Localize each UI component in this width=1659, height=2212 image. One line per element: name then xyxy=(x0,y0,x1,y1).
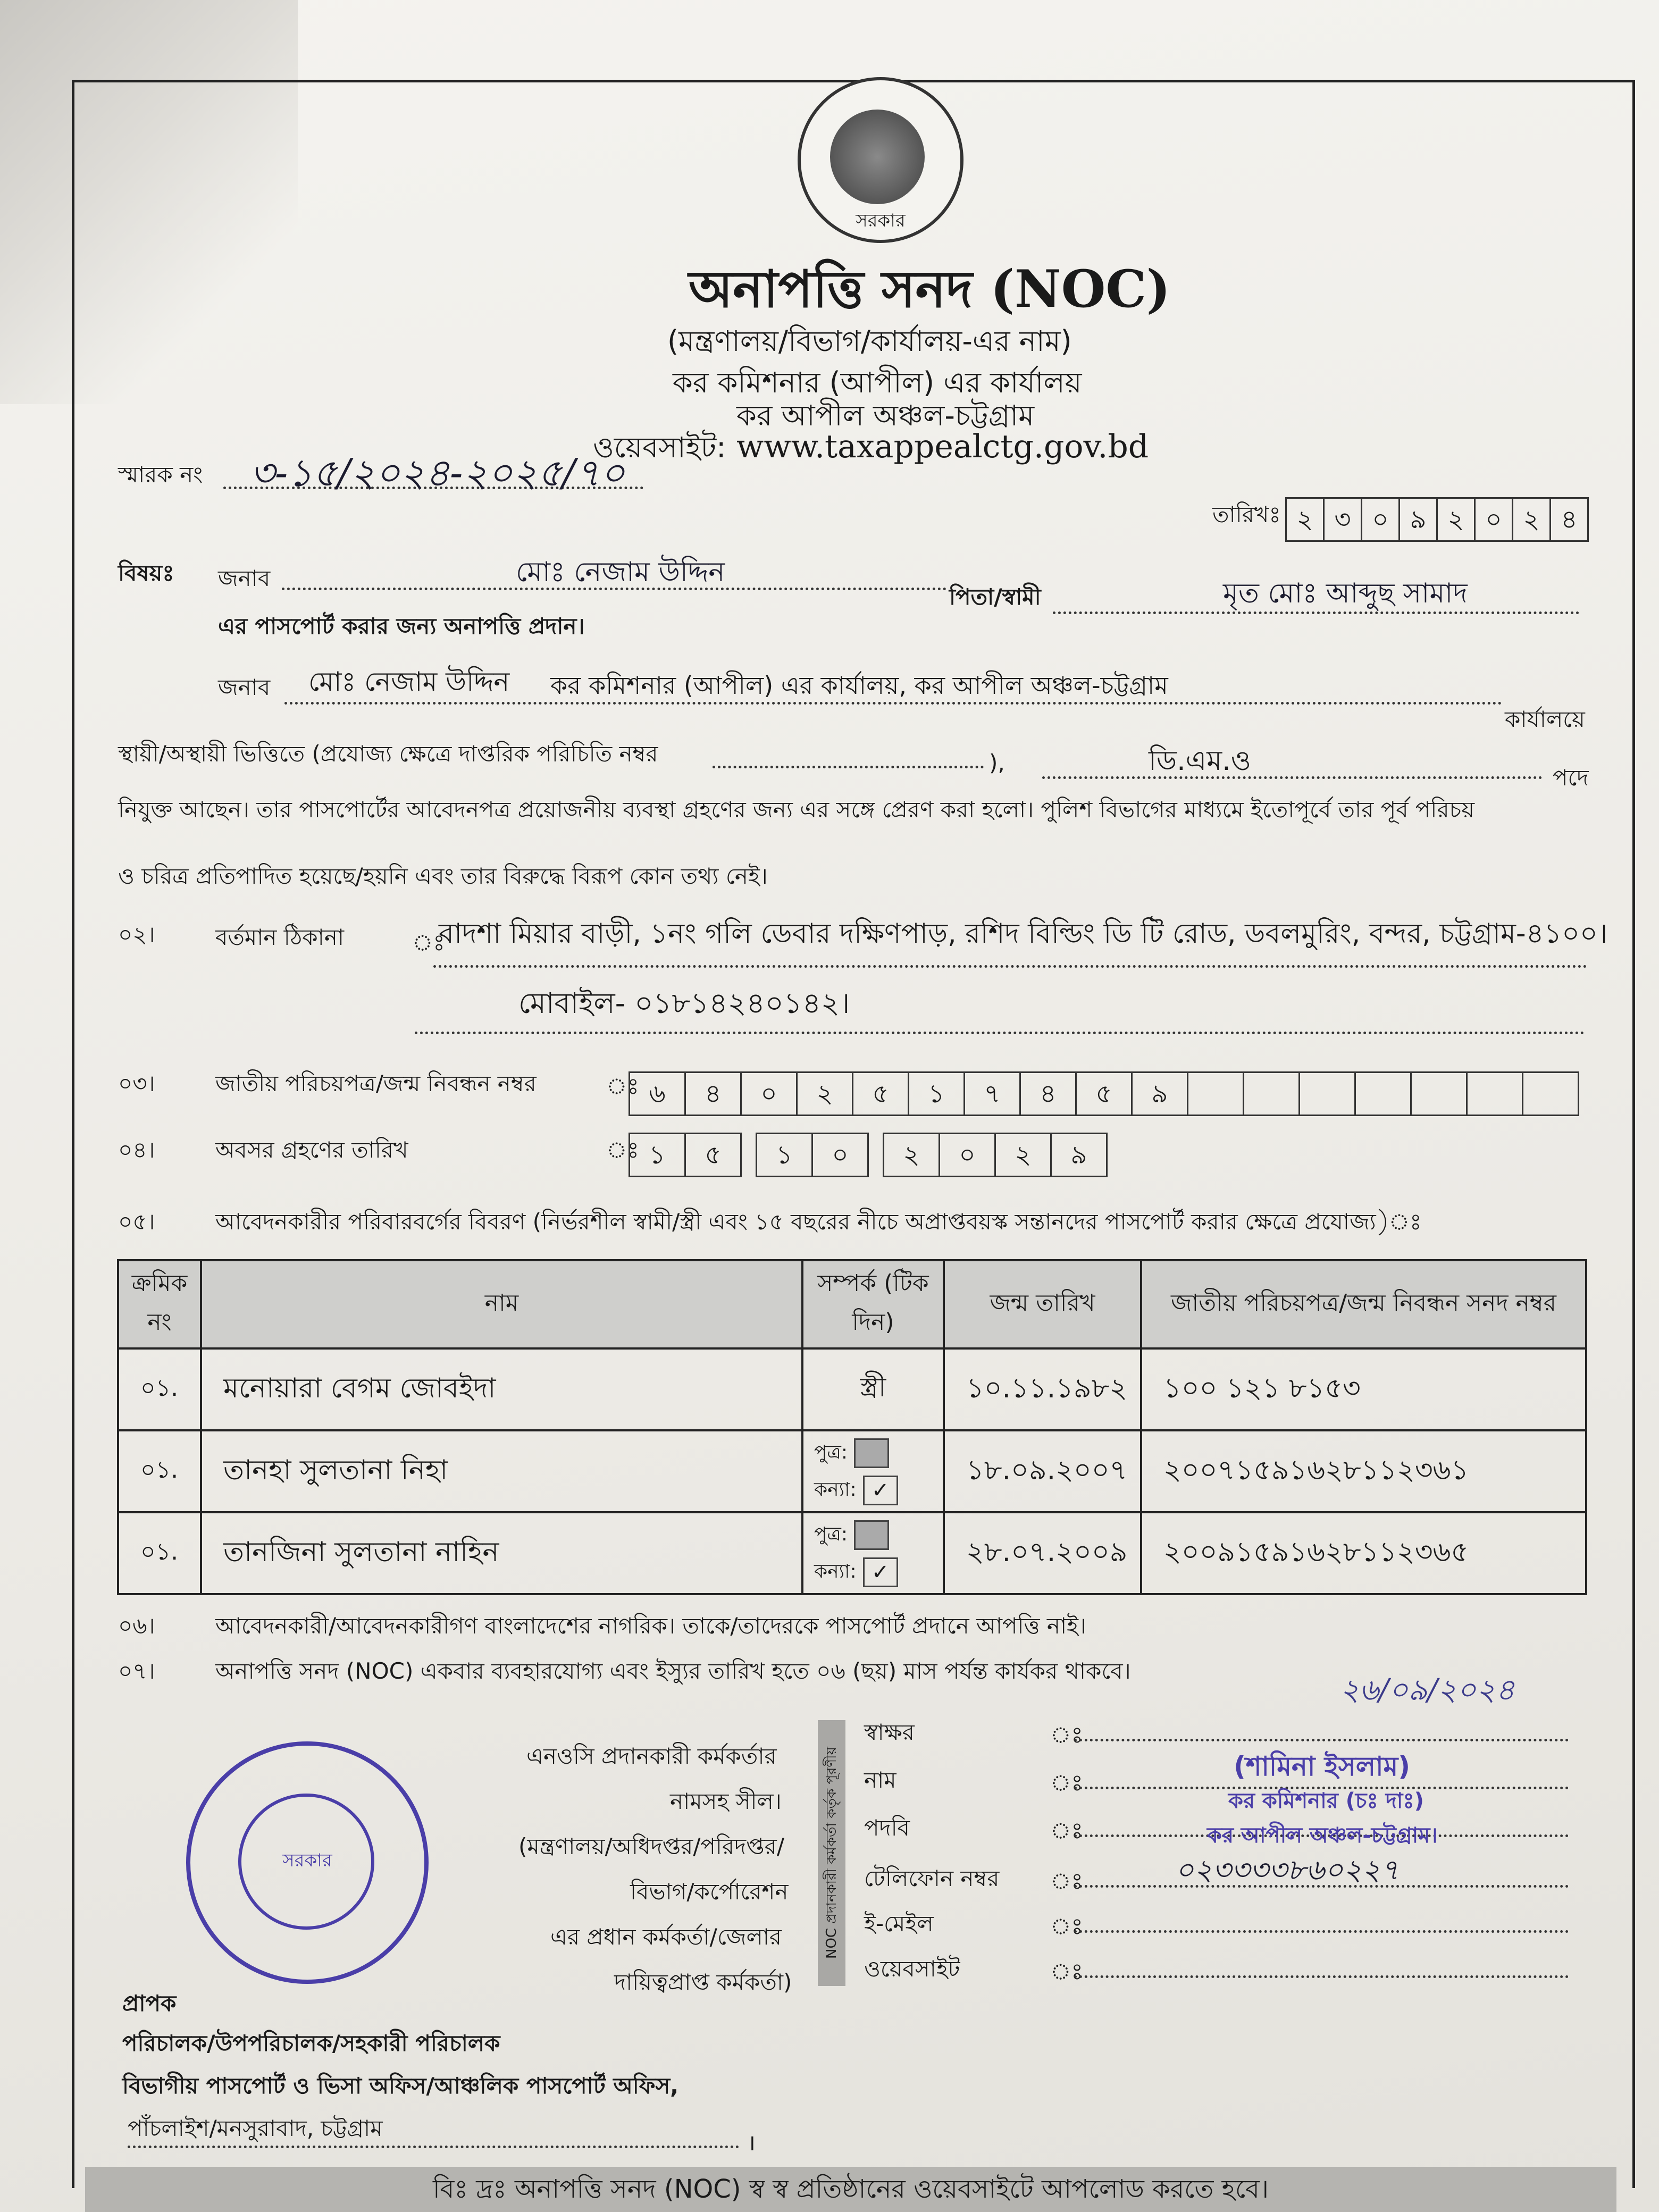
row-name: তানহা সুলতানা নিহা xyxy=(201,1430,802,1512)
family-table xyxy=(117,1259,1587,1595)
digit-box: ৬ xyxy=(629,1071,686,1116)
row-name: তানজিনা সুলতানা নাহিন xyxy=(201,1512,802,1594)
row-dob: ১০.১১.১৯৮২ xyxy=(944,1348,1141,1430)
colon-5: ঃ xyxy=(1050,1913,1083,1939)
son-label: পুত্র: xyxy=(814,1523,848,1545)
subject-line2: এর পাসপোর্ট করার জন্য অনাপত্তি প্রদান। xyxy=(218,613,585,639)
digit-box: ১ xyxy=(629,1133,686,1177)
zone-line: কর আপীল অঞ্চল-চট্টগ্রাম xyxy=(736,399,1035,432)
digit-box xyxy=(1354,1071,1412,1116)
field-signature-label: স্বাক্ষর xyxy=(864,1719,915,1745)
item-06-number: ০৬। xyxy=(118,1613,155,1639)
digit-box: ৭ xyxy=(963,1071,1021,1116)
recipient-line2: বিভাগীয় পাসপোর্ট ও ভিসা অফিস/আঞ্চলিক পাসপোর্ট অফিস, xyxy=(122,2073,679,2099)
recipient-label: প্রাপক xyxy=(122,1990,177,2016)
digit-box xyxy=(1298,1071,1356,1116)
son-checkbox[interactable] xyxy=(854,1520,889,1550)
father-label: পিতা/স্বামী xyxy=(949,584,1041,610)
digit-box: ৫ xyxy=(852,1071,909,1116)
nid-boxes xyxy=(630,1071,1579,1116)
col-nid: জাতীয় পরিচয়পত্র/জন্ম নিবন্ধন সনদ নম্বর xyxy=(1141,1260,1586,1348)
digit-box: ৪ xyxy=(684,1071,742,1116)
nid-label: জাতীয় পরিচয়পত্র/জন্ম নিবন্ধন নম্বর xyxy=(215,1070,537,1096)
digit-box: ১ xyxy=(908,1071,965,1116)
recipient-line xyxy=(128,2146,739,2148)
digit-box xyxy=(1410,1071,1468,1116)
signatory-left-5: এর প্রধান কর্মকর্তা/জেলার xyxy=(550,1924,782,1950)
email-line xyxy=(1074,1930,1569,1933)
address-label: বর্তমান ঠিকানা xyxy=(215,924,345,950)
digit-box: ২ xyxy=(883,1133,940,1177)
stamp-name: (শামিনা ইসলাম) xyxy=(1234,1751,1411,1782)
col-dob: জন্ম তারিখ xyxy=(944,1260,1141,1348)
body-para2: ও চরিত্র প্রতিপাদিত হয়েছে/হয়নি এবং তার বিরুদ্ধে বিরূপ কোন তথ্য নেই। xyxy=(118,863,768,889)
office-suffix: কার্যালয়ে xyxy=(1505,706,1585,732)
digit-box: ০ xyxy=(1361,497,1400,542)
field-website-label: ওয়েবসাইট xyxy=(864,1956,960,1982)
signature-date: ২৬/০৯/২০২৪ xyxy=(1340,1673,1515,1707)
office-line: কর কমিশনার (আপীল) এর কার্যালয় xyxy=(673,366,1082,399)
body-mr: জনাব xyxy=(218,674,271,700)
government-emblem-icon: সরকার xyxy=(798,77,963,243)
body-office: কর কমিশনার (আপীল) এর কার্যালয়, কর আপীল অঞ্চল-চট্টগ্রাম xyxy=(550,671,1168,700)
note-bar: বিঃ দ্রঃ অনাপত্তি সনদ (NOC) স্ব স্ব প্রতিষ্ঠানের ওয়েবসাইটে আপলোড করতে হবে। xyxy=(85,2167,1616,2212)
recipient-end: । xyxy=(747,2130,756,2156)
row-nid: ১০০ ১২১ ৮১৫৩ xyxy=(1141,1348,1586,1430)
colon-4: ঃ xyxy=(1050,1868,1083,1894)
item-03-number: ০৩। xyxy=(118,1070,155,1096)
field-phone-label: টেলিফোন নম্বর xyxy=(864,1865,1000,1891)
mobile-value: মোবাইল- ০১৮১৪২৪০১৪২। xyxy=(518,986,850,1020)
noc-officer-strip: NOC প্রদানকারী কর্মকর্তা কর্তৃক পূরণীয় xyxy=(818,1720,845,1986)
signatory-left-2: নামসহ সীল। xyxy=(670,1788,782,1814)
official-seal-stamp: সরকার xyxy=(186,1741,429,1984)
post-line xyxy=(1042,776,1542,779)
row-serial: ০১. xyxy=(118,1348,201,1430)
signatory-left-6: দায়িত্বপ্রাপ্ত কর্মকর্তা) xyxy=(614,1969,792,1995)
col-serial: ক্রমিক নং xyxy=(118,1260,201,1348)
signatory-left-3: (মন্ত্রণালয়/অধিদপ্তর/পরিদপ্তর/ xyxy=(518,1833,784,1859)
digit-box: ১ xyxy=(756,1133,813,1177)
memo-label: স্মারক নং xyxy=(118,462,203,488)
item-07-number: ০৭। xyxy=(118,1658,155,1684)
body-name: মোঃ নেজাম উদ্দিন xyxy=(308,666,510,697)
row-serial: ০১. xyxy=(118,1430,201,1512)
document-title: অনাপত্তি সনদ (NOC) xyxy=(689,259,1171,319)
mobile-line xyxy=(415,1032,1585,1034)
digit-box: ৪ xyxy=(1019,1071,1077,1116)
son-checkbox[interactable] xyxy=(854,1438,889,1468)
daughter-label: কন্যা: xyxy=(814,1561,857,1582)
applicant-name: মোঃ নেজাম উদ্দিন xyxy=(516,556,725,588)
signatory-left-1: এনওসি প্রদানকারী কর্মকর্তার xyxy=(526,1743,777,1769)
item-06-text: আবেদনকারী/আবেদনকারীগণ বাংলাদেশের নাগরিক। তাকে/তাদেরকে পাসপোর্ট প্রদানে আপত্তি নাই। xyxy=(215,1613,1087,1639)
digit-box: ০ xyxy=(1474,497,1513,542)
colon-2: ঃ xyxy=(1050,1770,1083,1796)
phone-value: ০২৩৩৩৩৮৬০২২৭ xyxy=(1175,1853,1400,1887)
digit-box: ৫ xyxy=(684,1133,742,1177)
address-colon: ঃ xyxy=(412,929,445,956)
field-name-label: নাম xyxy=(864,1767,896,1793)
row-dob: ১৮.০৯.২০০৭ xyxy=(944,1430,1141,1512)
digit-box: ২ xyxy=(1436,497,1476,542)
digit-box: ৯ xyxy=(1131,1071,1188,1116)
table-row xyxy=(118,1430,1586,1512)
digit-box: ০ xyxy=(811,1133,869,1177)
stamp-title: কর কমিশনার (চঃ দাঃ) xyxy=(1228,1789,1424,1813)
address-value: বাদশা মিয়ার বাড়ী, ১নং গলি ডেবার দক্ষিণপাড়, রশিদ বিল্ডিং ডি টি রোড, ডবলমুরিং, বন্দর, চট্টগ্রাম-৪১০০। xyxy=(439,918,1608,950)
signature-line xyxy=(1074,1739,1569,1741)
recipient-line1: পরিচালক/উপপরিচালক/সহকারী পরিচালক xyxy=(122,2030,500,2056)
website-field-line xyxy=(1074,1975,1569,1978)
digit-box xyxy=(1187,1071,1244,1116)
row-relation xyxy=(802,1512,944,1594)
digit-box: ৫ xyxy=(1075,1071,1133,1116)
post-suffix: পদে xyxy=(1553,765,1589,791)
field-email-label: ই-মেইল xyxy=(864,1911,934,1937)
subject-mr: জনাব xyxy=(218,565,271,591)
date-label: তারিখঃ xyxy=(1212,501,1281,527)
table-row xyxy=(118,1348,1586,1430)
daughter-label: কন্যা: xyxy=(814,1479,857,1501)
row-relation: স্ত্রী xyxy=(802,1348,944,1430)
signatory-left-4: বিভাগ/কর্পোরেশন xyxy=(630,1879,789,1905)
website-label: ওয়েবসাইট: xyxy=(593,431,726,464)
nid-colon: ঃ xyxy=(606,1073,639,1099)
basis-close: ), xyxy=(989,750,1005,776)
row-dob: ২৮.০৭.২০০৯ xyxy=(944,1512,1141,1594)
daughter-checkbox[interactable]: ✓ xyxy=(863,1476,898,1505)
subject-label: বিষয়ঃ xyxy=(118,560,174,586)
item-04-number: ০৪। xyxy=(118,1137,155,1163)
digit-box: ২ xyxy=(994,1133,1052,1177)
digit-box: ৪ xyxy=(1549,497,1589,542)
row-nid: ২০০৭১৫৯১৬২৮১১২৩৬১ xyxy=(1141,1430,1586,1512)
row-name: মনোয়ারা বেগম জোবইদা xyxy=(201,1348,802,1430)
post-name: ডি.এম.ও xyxy=(1149,745,1251,777)
body-para1: নিযুক্ত আছেন। তার পাসপোর্টের আবেদনপত্র প্রয়োজনীয় ব্যবস্থা গ্রহণের জন্য এর সঙ্গে প্রেরণ করা হলো। পুলিশ বিভাগের মাধ্যমে ইতোপূর্বে তার পূর্ব পরিচয় xyxy=(118,797,1474,823)
field-designation-label: পদবি xyxy=(864,1815,910,1841)
date-boxes xyxy=(1287,497,1589,542)
digit-box xyxy=(1243,1071,1300,1116)
digit-box: ৩ xyxy=(1323,497,1362,542)
father-name: মৃত মোঃ আব্দুছ সামাদ xyxy=(1223,577,1468,609)
stamp-office: কর আপীল অঞ্চল-চট্টগ্রাম। xyxy=(1207,1823,1438,1848)
row-nid: ২০০৯১৫৯১৬২৮১১২৩৬৫ xyxy=(1141,1512,1586,1594)
colon-6: ঃ xyxy=(1050,1958,1083,1984)
col-name: নাম xyxy=(201,1260,802,1348)
table-header-row xyxy=(118,1260,1586,1348)
row-relation xyxy=(802,1430,944,1512)
digit-box xyxy=(1466,1071,1523,1116)
colon-1: ঃ xyxy=(1050,1722,1083,1748)
digit-box: ৯ xyxy=(1398,497,1438,542)
digit-box xyxy=(1522,1071,1579,1116)
memo-number: ৩-১৫/২০২৪-২০২৫/৭০ xyxy=(250,450,625,495)
digit-box: ০ xyxy=(740,1071,798,1116)
son-label: পুত্র: xyxy=(814,1442,848,1463)
colon-3: ঃ xyxy=(1050,1817,1083,1844)
item-07-text: অনাপত্তি সনদ (NOC) একবার ব্যবহারযোগ্য এবং ইস্যুর তারিখ হতে ০৬ (ছয়) মাস পর্যন্ত কার্যকর থাকবে। xyxy=(215,1658,1131,1684)
recipient-line3: পাঁচলাইশ/মনসুরাবাদ, চট্টগ্রাম xyxy=(128,2115,383,2141)
item-02-number: ০২। xyxy=(118,921,155,948)
retire-colon: ঃ xyxy=(606,1137,639,1163)
digit-box: ২ xyxy=(1285,497,1325,542)
digit-box: ৯ xyxy=(1050,1133,1108,1177)
family-label: আবেদনকারীর পরিবারবর্গের বিবরণ (নির্ভরশীল স্বামী/স্ত্রী এবং ১৫ বছরের নীচে অপ্রাপ্তবয়স্ক সন্তানদের পাসপোর্ট করার ক্ষেত্রে প্রযোজ্য)ঃ xyxy=(215,1209,1422,1235)
digit-box: ০ xyxy=(939,1133,996,1177)
id-number-line xyxy=(713,766,984,768)
address-line xyxy=(433,965,1587,968)
table-row xyxy=(118,1512,1586,1594)
digit-box: ২ xyxy=(1512,497,1551,542)
ministry-line: (মন্ত্রণালয়/বিভাগ/কার্যালয়-এর নাম) xyxy=(667,324,1072,358)
retire-label: অবসর গ্রহণের তারিখ xyxy=(215,1137,408,1163)
row-serial: ০১. xyxy=(118,1512,201,1594)
basis-text: স্থায়ী/অস্থায়ী ভিত্তিতে (প্রযোজ্য ক্ষেত্রে দাপ্তরিক পরিচিতি নম্বর xyxy=(118,741,658,767)
col-relation: সম্পর্ক (টিক দিন) xyxy=(802,1260,944,1348)
digit-box: ২ xyxy=(796,1071,853,1116)
website-url: www.taxappealctg.gov.bd xyxy=(736,428,1149,465)
retire-boxes xyxy=(630,1133,1108,1177)
item-05-number: ০৫। xyxy=(118,1209,155,1235)
daughter-checkbox[interactable]: ✓ xyxy=(863,1557,898,1587)
